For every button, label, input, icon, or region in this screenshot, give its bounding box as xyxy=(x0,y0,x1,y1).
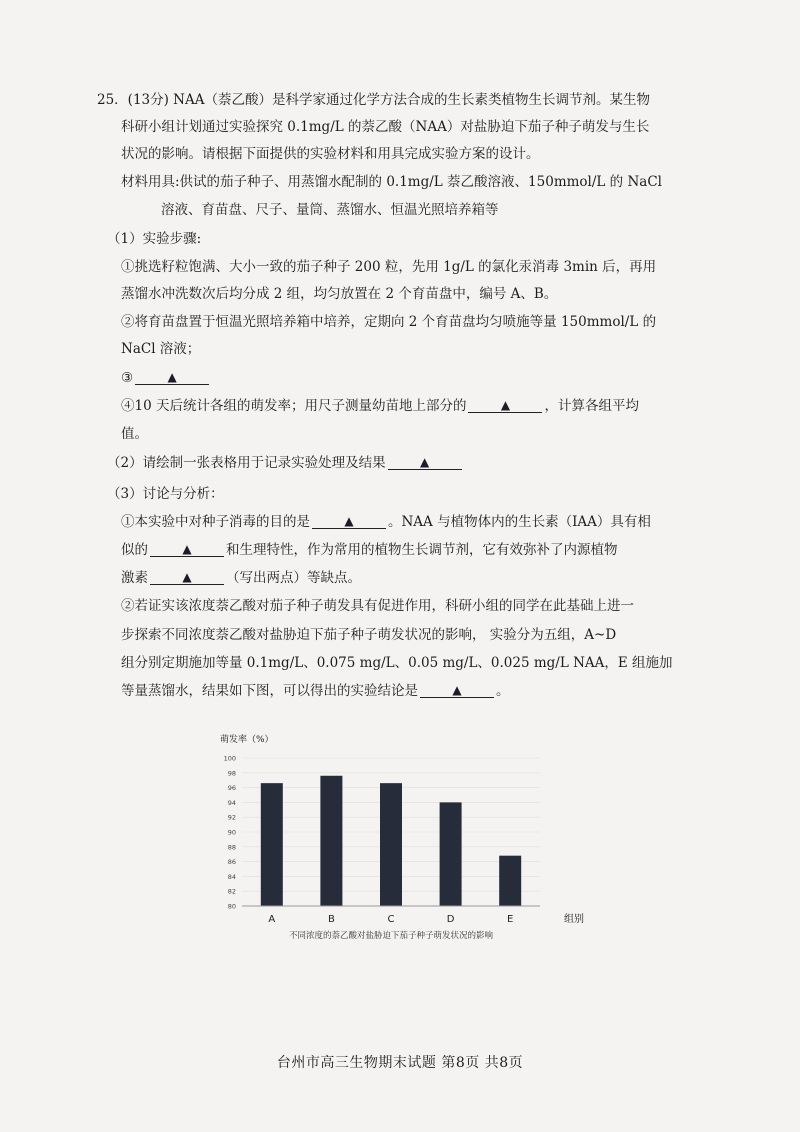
chart-y-tick-label: 84 xyxy=(227,872,236,881)
materials-line-2: 溶液、育苗盘、尺子、量筒、蒸馏水、恒温光照培养箱等 xyxy=(161,202,499,218)
germination-bar-chart xyxy=(210,728,600,953)
step2-line-1: ②将育苗盘置于恒温光照培养箱中培养，定期向 2 个育苗盘均匀喷施等量 150mmol/L 的 xyxy=(121,314,657,330)
chart-caption: 不同浓度的萘乙酸对盐胁迫下茄子种子萌发状况的影响 xyxy=(288,931,494,941)
chart-y-tick-label: 88 xyxy=(227,843,236,852)
chart-bar-C xyxy=(380,783,402,906)
part2-line xyxy=(107,454,464,472)
chart-y-tick-label: 94 xyxy=(227,798,236,807)
chart-x-axis-label: 组别 xyxy=(564,914,584,925)
step3-line xyxy=(121,369,211,387)
question-line-1: 25．(13分) NAA（萘乙酸）是科学家通过化学方法合成的生长素类植物生长调节剂。某生物 xyxy=(97,92,650,108)
chart-y-tick-label: 82 xyxy=(227,887,236,896)
q1b-text-pre: 似的 xyxy=(121,542,148,558)
chart-bar-B xyxy=(320,776,342,906)
q2d-text-pre: 等量蒸馏水，结果如下图，可以得出的实验结论是 xyxy=(121,683,418,699)
chart-y-tick-label: 92 xyxy=(227,813,236,822)
q2-line-2: 步探索不同浓度萘乙酸对盐胁迫下茄子种子萌发状况的影响， 实验分为五组，A~D xyxy=(121,627,617,643)
step2-line-2: NaCl 溶液； xyxy=(121,341,201,357)
part1-heading: （1）实验步骤: xyxy=(107,231,202,247)
step3-label: ③ xyxy=(121,370,134,386)
q1-text-post: 。NAA 与植物体内的生长素（IAA）具有相 xyxy=(388,514,651,530)
chart-y-tick-label: 90 xyxy=(227,828,236,837)
chart-y-tick-label: 98 xyxy=(227,769,236,778)
question-line-3: 状况的影响。请根据下面提供的实验材料和用具完成实验方案的设计。 xyxy=(121,146,540,162)
chart-bar-D xyxy=(440,802,462,906)
answer-blank-table[interactable] xyxy=(388,454,462,470)
q2-line-1: ②若证实该浓度萘乙酸对茄子种子萌发具有促进作用，科研小组的同学在此基础上进一 xyxy=(121,598,634,614)
chart-x-tick-label: E xyxy=(507,914,514,925)
chart-y-tick-label: 80 xyxy=(227,902,236,911)
step4-text-post: ，计算各组平均 xyxy=(544,398,639,414)
q1-text-pre: ①本实验中对种子消毒的目的是 xyxy=(121,514,310,530)
triangle-icon: ▲ xyxy=(344,514,354,528)
step4-line-1 xyxy=(121,397,639,415)
q1-line-1 xyxy=(121,513,651,531)
chart-bar-E xyxy=(499,856,521,906)
q2-line-3: 组分别定期施加等量 0.1mg/L、0.075 mg/L、0.05 mg/L、0.025 mg/L NAA，E 组施加 xyxy=(121,655,673,671)
triangle-icon: ▲ xyxy=(500,398,511,412)
page-footer: 台州市高三生物期末试题 第8页 共8页 xyxy=(276,1055,524,1071)
triangle-icon: ▲ xyxy=(182,542,192,556)
q2-line-4 xyxy=(121,682,510,700)
q1-line-2 xyxy=(121,541,618,559)
chart-y-tick-label: 100 xyxy=(223,754,236,763)
materials-line-1: 材料用具:供试的茄子种子、用蒸馏水配制的 0.1mg/L 萘乙酸溶液、150mmol/L 的 NaCl xyxy=(121,174,662,190)
triangle-icon: ▲ xyxy=(452,683,462,697)
chart-x-tick-label: A xyxy=(268,914,276,925)
answer-blank-shortcomings[interactable] xyxy=(150,569,224,585)
part3-heading: （3）讨论与分析： xyxy=(107,486,224,502)
answer-blank-step3[interactable] xyxy=(135,369,209,385)
step1-line-2: 蒸馏水冲洗数次后均分成 2 组，均匀放置在 2 个育苗盘中，编号 A、B。 xyxy=(121,286,558,302)
triangle-icon: ▲ xyxy=(419,455,430,469)
q1c-text-pre: 激素 xyxy=(121,570,148,586)
step1-line-1: ①挑选籽粒饱满、大小一致的茄子种子 200 粒，先用 1g/L 的氯化汞消毒 3min 后，再用 xyxy=(121,259,657,275)
q2d-text-post: 。 xyxy=(496,683,510,699)
chart-x-tick-label: C xyxy=(387,914,395,925)
answer-blank-disinfect[interactable] xyxy=(312,513,386,529)
part2-text: （2）请绘制一张表格用于记录实验处理及结果 xyxy=(107,455,386,471)
triangle-icon: ▲ xyxy=(167,370,177,384)
step4-text-pre: ④10 天后统计各组的萌发率；用尺子测量幼苗地上部分的 xyxy=(121,398,467,414)
chart-y-tick-label: 86 xyxy=(227,858,236,867)
q1c-text-post: （写出两点）等缺点。 xyxy=(226,570,361,586)
chart-y-axis-label: 萌发率（%） xyxy=(220,735,274,745)
q1b-text-post: 和生理特性，作为常用的植物生长调节剂，它有效弥补了内源植物 xyxy=(226,542,618,558)
answer-blank-similar[interactable] xyxy=(150,541,224,557)
step4-line-2: 值。 xyxy=(121,426,148,442)
chart-bar-A xyxy=(261,783,283,906)
chart-x-tick-label: B xyxy=(327,914,335,925)
chart-x-tick-label: D xyxy=(446,914,455,925)
q1-line-3 xyxy=(121,569,361,587)
question-line-2: 科研小组计划通过实验探究 0.1mg/L 的萘乙酸（NAA）对盐胁迫下茄子种子萌发与生长 xyxy=(121,119,650,135)
chart-y-tick-label: 96 xyxy=(227,784,236,793)
answer-blank-step4[interactable] xyxy=(468,397,542,413)
triangle-icon: ▲ xyxy=(182,570,192,584)
answer-blank-conclusion[interactable] xyxy=(420,682,494,698)
